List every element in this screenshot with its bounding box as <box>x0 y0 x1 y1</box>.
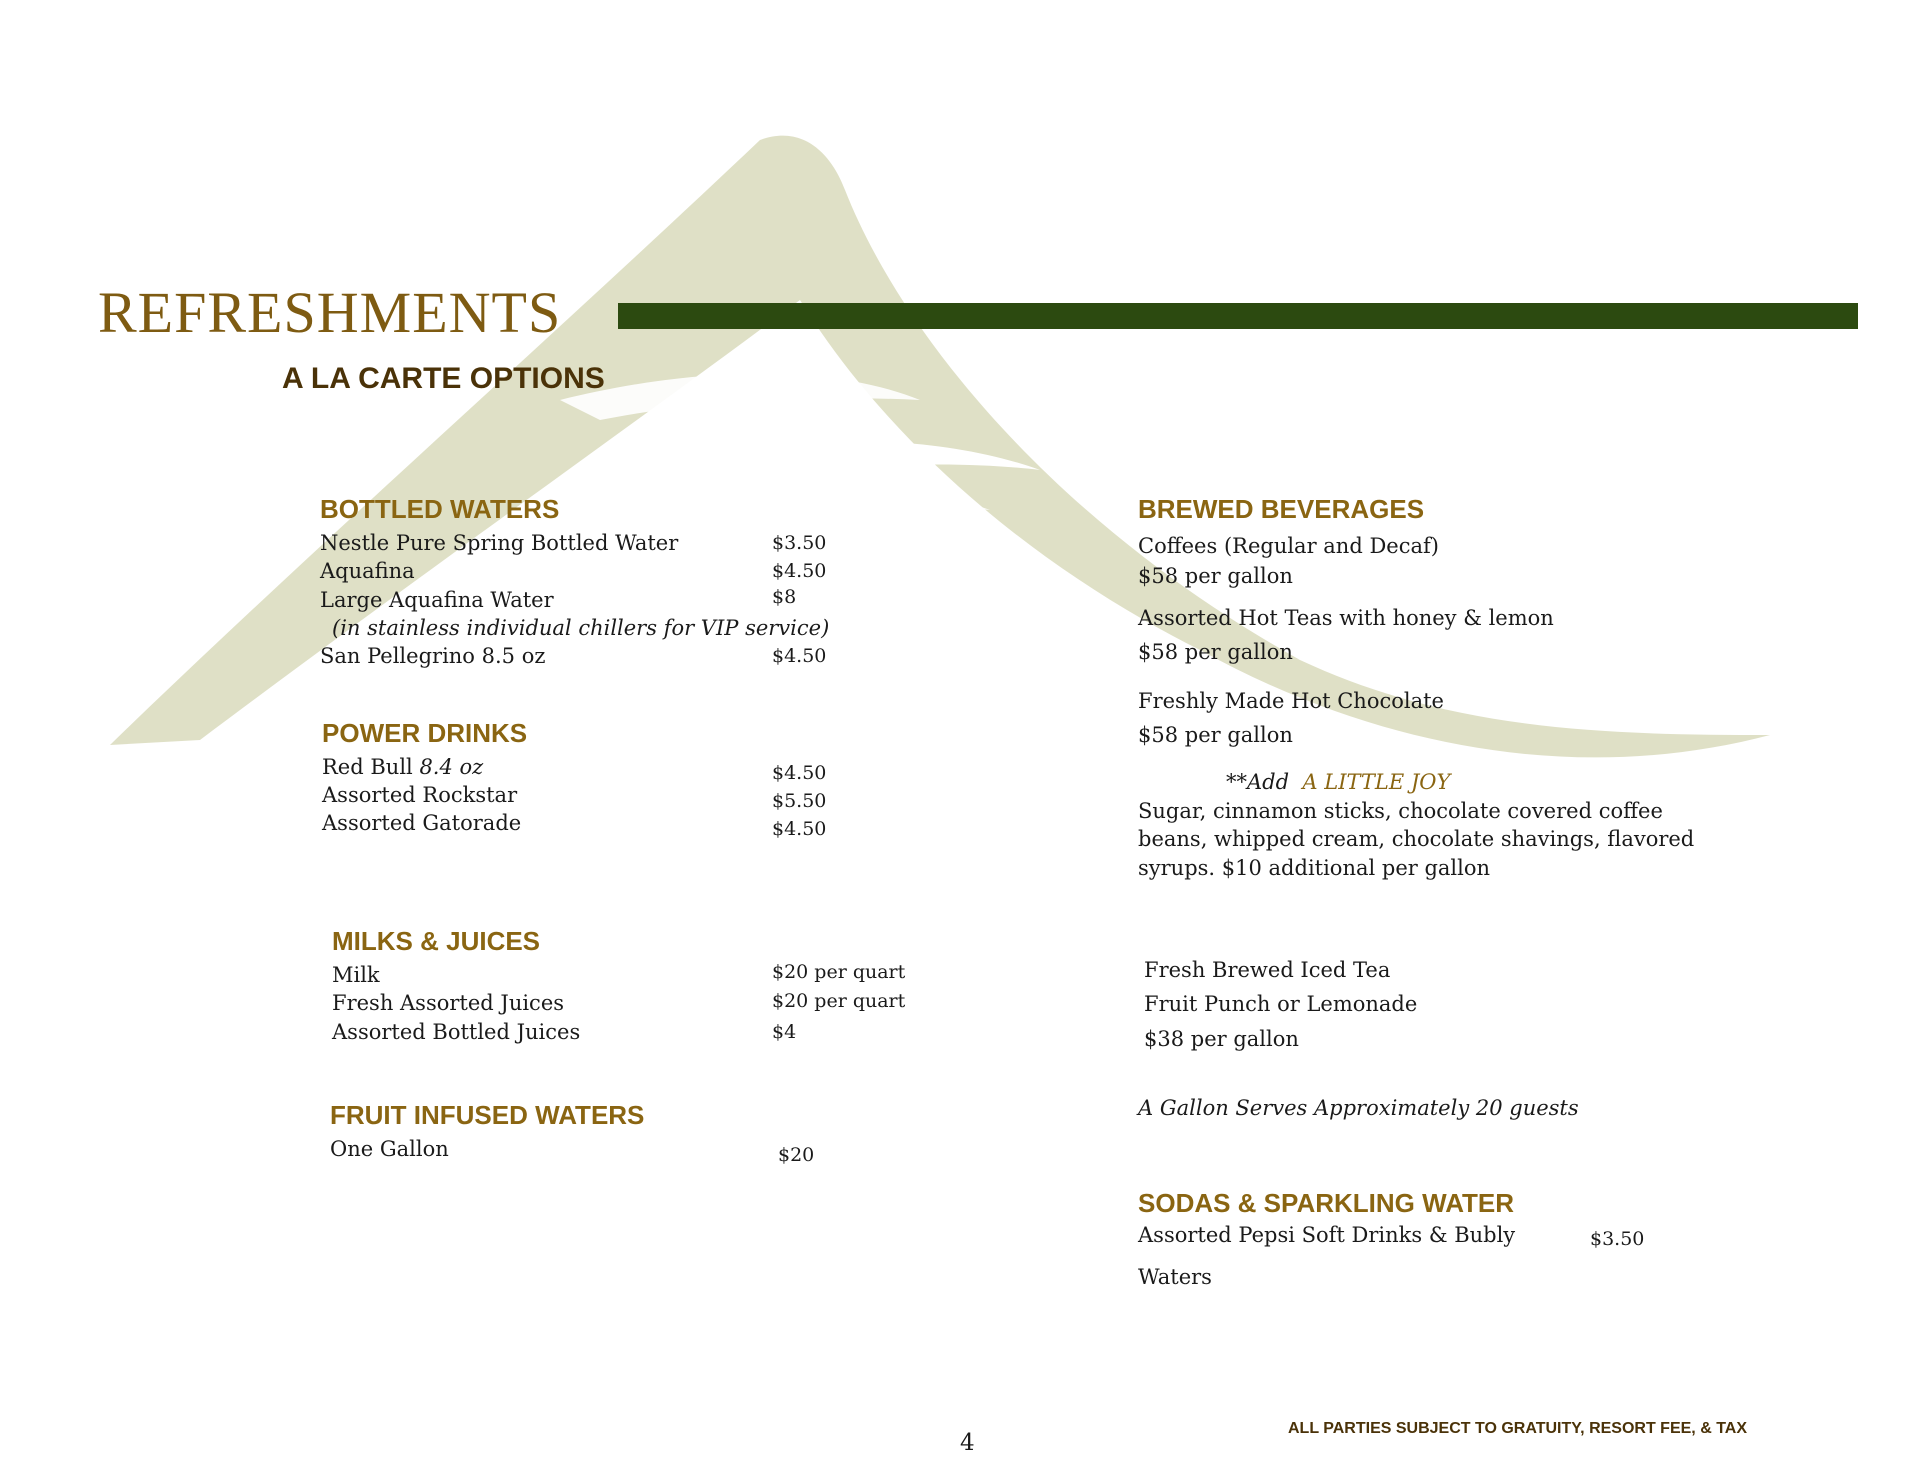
menu-item-name: Fresh Assorted Juices <box>332 991 565 1015</box>
menu-item-price: $20 per quart <box>772 990 906 1012</box>
menu-item-name: Coffees (Regular and Decaf) <box>1138 534 1439 558</box>
power-drinks-heading: POWER DRINKS <box>322 718 528 748</box>
add-on-description: syrups. $10 additional per gallon <box>1138 856 1491 880</box>
menu-item-price: $58 per gallon <box>1138 723 1293 747</box>
menu-item-price: $38 per gallon <box>1144 1027 1299 1051</box>
menu-item-name: San Pellegrino 8.5 oz <box>320 644 546 668</box>
menu-item-name: Fresh Brewed Iced Tea <box>1144 958 1391 982</box>
bottled-waters-heading: BOTTLED WATERS <box>320 494 560 524</box>
menu-item-name: Assorted Rockstar <box>322 783 518 807</box>
menu-item-name: Large Aquafina Water <box>320 588 554 612</box>
title-rule-bar <box>618 303 1858 329</box>
menu-item-name: Assorted Hot Teas with honey & lemon <box>1138 606 1554 630</box>
menu-item-price: $5.50 <box>772 790 827 812</box>
menu-item-name: Milk <box>332 963 380 987</box>
menu-item-note: (in stainless individual chillers for VIP service) <box>332 616 830 640</box>
gallon-serving-note: A Gallon Serves Approximately 20 guests <box>1138 1096 1579 1120</box>
menu-item-name: Fruit Punch or Lemonade <box>1144 992 1418 1016</box>
page-subtitle: A LA CARTE OPTIONS <box>282 362 605 395</box>
milks-juices-heading: MILKS & JUICES <box>332 926 541 956</box>
menu-item-name: Assorted Bottled Juices <box>332 1020 581 1044</box>
page-number: 4 <box>960 1430 975 1456</box>
brewed-beverages-heading: BREWED BEVERAGES <box>1138 494 1425 524</box>
add-on-description: beans, whipped cream, chocolate shavings, flavored <box>1138 827 1695 851</box>
fruit-infused-heading: FRUIT INFUSED WATERS <box>330 1100 645 1130</box>
menu-item-price: $4.50 <box>772 818 827 840</box>
menu-item-name: Assorted Pepsi Soft Drinks & Bubly <box>1138 1223 1516 1247</box>
menu-item-price: $58 per gallon <box>1138 564 1293 588</box>
footer-disclaimer: ALL PARTIES SUBJECT TO GRATUITY, RESORT FEE, & TAX <box>1288 1420 1747 1437</box>
menu-item-price: $4.50 <box>772 560 827 582</box>
menu-item-price: $20 per quart <box>772 961 906 983</box>
menu-item-price: $4 <box>772 1021 797 1043</box>
menu-item-price: $3.50 <box>1590 1228 1645 1250</box>
add-on-label: **Add A LITTLE JOY <box>1226 770 1451 794</box>
menu-item-name: Waters <box>1138 1265 1212 1289</box>
add-on-description: Sugar, cinnamon sticks, chocolate covered coffee <box>1138 799 1663 823</box>
menu-item-price: $3.50 <box>772 532 827 554</box>
menu-item-name: One Gallon <box>330 1137 449 1161</box>
menu-item-price: $4.50 <box>772 645 827 667</box>
menu-item-name: Aquafina <box>320 559 415 583</box>
menu-item-name: Assorted Gatorade <box>322 811 522 835</box>
page-title: REFRESHMENTS <box>98 280 562 345</box>
menu-item-price: $20 <box>778 1144 815 1166</box>
menu-item-price: $8 <box>772 586 797 608</box>
menu-item-price: $4.50 <box>772 762 827 784</box>
menu-item-name: Freshly Made Hot Chocolate <box>1138 689 1444 713</box>
menu-item-name: Nestle Pure Spring Bottled Water <box>320 531 679 555</box>
menu-item-price: $58 per gallon <box>1138 640 1293 664</box>
sodas-heading: SODAS & SPARKLING WATER <box>1138 1188 1515 1218</box>
menu-item-name: Red Bull 8.4 oz <box>322 755 484 779</box>
